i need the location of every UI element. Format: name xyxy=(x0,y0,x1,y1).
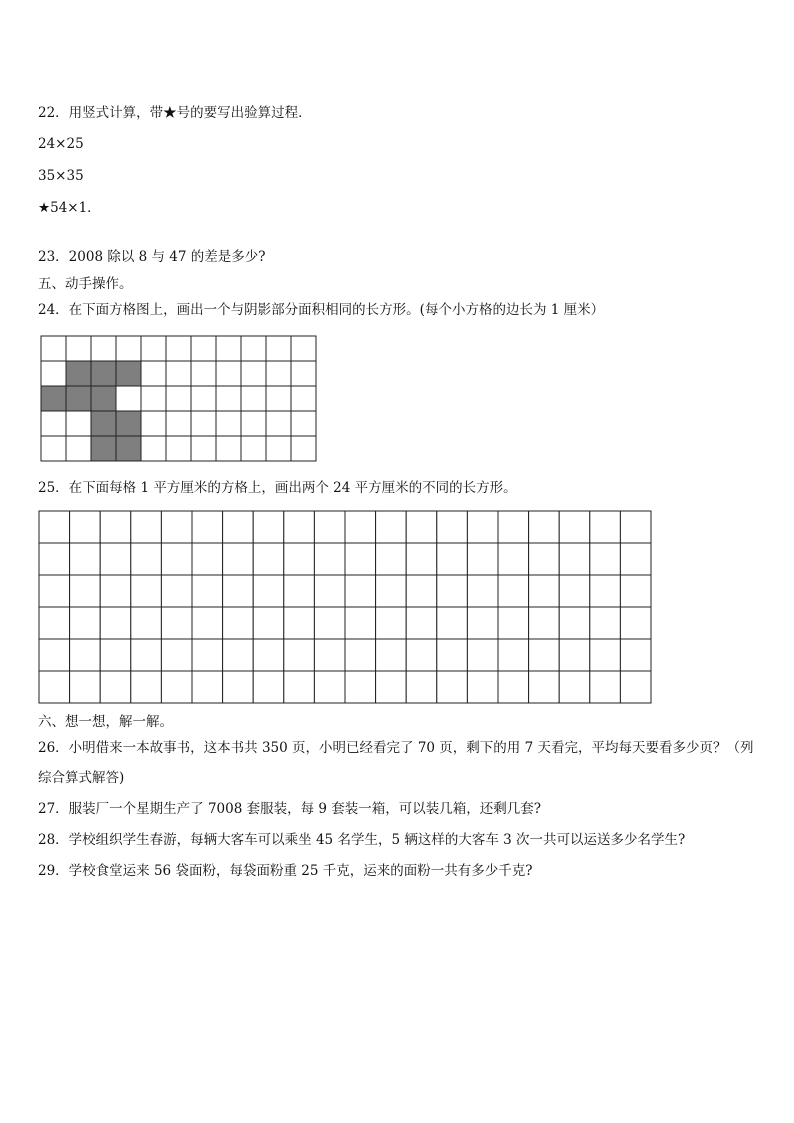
grid-24-cell[interactable] xyxy=(91,336,116,361)
grid-25-cell[interactable] xyxy=(192,511,223,543)
grid-24-cell[interactable] xyxy=(141,361,166,386)
grid-25-cell[interactable] xyxy=(498,511,529,543)
grid-25-cell[interactable] xyxy=(590,575,621,607)
grid-24-cell[interactable] xyxy=(191,436,216,461)
grid-25-cell[interactable] xyxy=(39,607,70,639)
grid-25-cell[interactable] xyxy=(314,543,345,575)
grid-25-cell[interactable] xyxy=(345,671,376,703)
grid-24-cell[interactable] xyxy=(266,386,291,411)
grid-24-cell[interactable] xyxy=(291,411,316,436)
grid-25-cell[interactable] xyxy=(559,639,590,671)
grid-25-cell[interactable] xyxy=(437,511,468,543)
grid-25-cell[interactable] xyxy=(345,511,376,543)
grid-24-cell[interactable] xyxy=(41,411,66,436)
grid-25-cell[interactable] xyxy=(314,639,345,671)
question-26-title-line2: 综合算式解答) xyxy=(38,770,125,786)
grid-25-cell[interactable] xyxy=(192,575,223,607)
grid-24-cell[interactable] xyxy=(216,411,241,436)
question-22-item-1: 24×25 xyxy=(38,136,84,152)
grid-25-cell[interactable] xyxy=(161,671,192,703)
grid-25-cell[interactable] xyxy=(161,575,192,607)
grid-24-cell[interactable] xyxy=(66,436,91,461)
grid-25-cell[interactable] xyxy=(620,511,651,543)
grid-25-cell[interactable] xyxy=(253,543,284,575)
question-28-title: 28．学校组织学生春游，每辆大客车可以乘坐 45 名学生，5 辆这样的大客车 3 次一共可以运送多少名学生? xyxy=(38,832,686,848)
grid-25-cell[interactable] xyxy=(70,639,101,671)
grid-24-cell[interactable] xyxy=(241,336,266,361)
grid-25-cell[interactable] xyxy=(39,639,70,671)
grid-25-cell[interactable] xyxy=(498,543,529,575)
grid-25-cell[interactable] xyxy=(314,607,345,639)
grid-25-cell[interactable] xyxy=(498,671,529,703)
grid-24-cell[interactable] xyxy=(291,336,316,361)
grid-25-cell[interactable] xyxy=(529,543,560,575)
grid-24-cell[interactable] xyxy=(141,436,166,461)
grid-25-cell[interactable] xyxy=(70,511,101,543)
grid-25-cell[interactable] xyxy=(467,607,498,639)
grid-25-cell[interactable] xyxy=(437,607,468,639)
grid-24-shaded-cell[interactable] xyxy=(91,411,116,436)
grid-25-cell[interactable] xyxy=(161,639,192,671)
grid-25-cell[interactable] xyxy=(590,511,621,543)
grid-25-cell[interactable] xyxy=(620,575,651,607)
grid-24-cell[interactable] xyxy=(241,361,266,386)
grid-25-cell[interactable] xyxy=(559,543,590,575)
question-22-title: 22．用竖式计算，带★号的要写出验算过程． xyxy=(38,105,312,121)
grid-24-cell[interactable] xyxy=(66,411,91,436)
grid-24-shaded-cell[interactable] xyxy=(91,361,116,386)
grid-25-cell[interactable] xyxy=(314,575,345,607)
grid-25-cell[interactable] xyxy=(70,607,101,639)
grid-25-cell[interactable] xyxy=(620,671,651,703)
grid-25-cell[interactable] xyxy=(192,671,223,703)
question-22-item-2: 35×35 xyxy=(38,168,84,184)
question-25-title: 25．在下面每格 1 平方厘米的方格上，画出两个 24 平方厘米的不同的长方形。 xyxy=(38,480,517,496)
grid-25-cell[interactable] xyxy=(529,671,560,703)
question-24-title: 24．在下面方格图上，画出一个与阴影部分面积相同的长方形。(每个小方格的边长为 1 厘米） xyxy=(38,302,605,318)
grid-24-cell[interactable] xyxy=(241,386,266,411)
grid-25-cell[interactable] xyxy=(192,607,223,639)
question-22-item-3: ★54×1． xyxy=(38,200,101,216)
grid-25-cell[interactable] xyxy=(253,575,284,607)
grid-25-cell[interactable] xyxy=(131,607,162,639)
grid-24-cell[interactable] xyxy=(191,411,216,436)
grid-24-shaded-cell[interactable] xyxy=(91,436,116,461)
grid-24-cell[interactable] xyxy=(66,336,91,361)
grid-25-cell[interactable] xyxy=(161,543,192,575)
grid-25-cell[interactable] xyxy=(100,639,131,671)
grid-25-cell[interactable] xyxy=(406,607,437,639)
grid-25-cell[interactable] xyxy=(39,671,70,703)
grid-25-cell[interactable] xyxy=(223,639,254,671)
grid-24-cell[interactable] xyxy=(141,386,166,411)
grid-24-cell[interactable] xyxy=(41,436,66,461)
grid-24-cell[interactable] xyxy=(141,336,166,361)
grid-25-cell[interactable] xyxy=(253,607,284,639)
grid-25-cell[interactable] xyxy=(437,671,468,703)
grid-25-cell[interactable] xyxy=(284,639,315,671)
grid-24-shaded-cell[interactable] xyxy=(41,386,66,411)
grid-24-cell[interactable] xyxy=(241,436,266,461)
grid-24-cell[interactable] xyxy=(216,361,241,386)
grid-25-cell[interactable] xyxy=(559,511,590,543)
grid-25-cell[interactable] xyxy=(70,671,101,703)
grid-24-cell[interactable] xyxy=(116,386,141,411)
grid-25-cell[interactable] xyxy=(406,639,437,671)
grid-25-cell[interactable] xyxy=(467,511,498,543)
grid-25-cell[interactable] xyxy=(376,543,407,575)
grid-25-cell[interactable] xyxy=(590,607,621,639)
grid-25-cell[interactable] xyxy=(284,575,315,607)
grid-24-cell[interactable] xyxy=(41,361,66,386)
grid-25-cell[interactable] xyxy=(253,671,284,703)
grid-25-cell[interactable] xyxy=(39,543,70,575)
grid-25-cell[interactable] xyxy=(100,511,131,543)
section-6-heading: 六、想一想，解一解。 xyxy=(38,714,173,730)
grid-24-shaded-cell[interactable] xyxy=(116,411,141,436)
grid-25-cell[interactable] xyxy=(314,671,345,703)
grid-25-cell[interactable] xyxy=(223,607,254,639)
grid-24-cell[interactable] xyxy=(191,386,216,411)
grid-25-cell[interactable] xyxy=(406,543,437,575)
grid-25-cell[interactable] xyxy=(345,575,376,607)
grid-25-cell[interactable] xyxy=(253,511,284,543)
grid-25-cell[interactable] xyxy=(345,543,376,575)
grid-24-cell[interactable] xyxy=(191,361,216,386)
grid-25-cell[interactable] xyxy=(70,543,101,575)
grid-25-cell[interactable] xyxy=(284,543,315,575)
grid-24-cell[interactable] xyxy=(191,336,216,361)
grid-24-cell[interactable] xyxy=(166,386,191,411)
grid-25-cell[interactable] xyxy=(559,671,590,703)
grid-25-cell[interactable] xyxy=(406,575,437,607)
grid-25-cell[interactable] xyxy=(100,543,131,575)
grid-25-cell[interactable] xyxy=(223,511,254,543)
grid-24-cell[interactable] xyxy=(291,386,316,411)
question-29-title: 29．学校食堂运来 56 袋面粉，每袋面粉重 25 千克，运来的面粉一共有多少千克? xyxy=(38,863,533,879)
grid-25-cell[interactable] xyxy=(529,607,560,639)
grid-24-cell[interactable] xyxy=(266,336,291,361)
grid-25-cell[interactable] xyxy=(100,607,131,639)
grid-24-cell[interactable] xyxy=(166,336,191,361)
grid-25-cell[interactable] xyxy=(559,607,590,639)
grid-24-cell[interactable] xyxy=(141,411,166,436)
grid-24-cell[interactable] xyxy=(241,411,266,436)
grid-25-cell[interactable] xyxy=(590,639,621,671)
grid-25-cell[interactable] xyxy=(161,607,192,639)
grid-25-cell[interactable] xyxy=(284,671,315,703)
grid-25-cell[interactable] xyxy=(131,511,162,543)
grid-25-cell[interactable] xyxy=(131,639,162,671)
grid-25-cell[interactable] xyxy=(437,575,468,607)
grid-25-cell[interactable] xyxy=(376,607,407,639)
grid-24-cell[interactable] xyxy=(41,336,66,361)
grid-25-cell[interactable] xyxy=(223,671,254,703)
grid-24-cell[interactable] xyxy=(291,436,316,461)
grid-25-cell[interactable] xyxy=(70,575,101,607)
grid-25-cell[interactable] xyxy=(376,671,407,703)
grid-25-cell[interactable] xyxy=(314,511,345,543)
grid-25-cell[interactable] xyxy=(192,639,223,671)
drawing-grid[interactable] xyxy=(38,510,654,704)
grid-25-cell[interactable] xyxy=(284,511,315,543)
grid-25-cell[interactable] xyxy=(223,543,254,575)
question-26-title-line1: 26．小明借来一本故事书，这本书共 350 页，小明已经看完了 70 页，剩下的用 7 天看完，平均每天要看多少页？（列 xyxy=(38,740,754,756)
grid-25-cell[interactable] xyxy=(223,575,254,607)
grid-24-cell[interactable] xyxy=(216,386,241,411)
grid-24-cell[interactable] xyxy=(266,436,291,461)
grid-25-cell[interactable] xyxy=(406,511,437,543)
grid-25-cell[interactable] xyxy=(529,511,560,543)
grid-24-shaded-cell[interactable] xyxy=(116,436,141,461)
grid-25-cell[interactable] xyxy=(467,575,498,607)
grid-25-cell[interactable] xyxy=(131,543,162,575)
grid-25-cell[interactable] xyxy=(131,671,162,703)
grid-25-cell[interactable] xyxy=(253,639,284,671)
grid-25-cell[interactable] xyxy=(100,575,131,607)
grid-24-cell[interactable] xyxy=(291,361,316,386)
question-27-title: 27．服装厂一个星期生产了 7008 套服装，每 9 套装一箱，可以装几箱，还剩几套? xyxy=(38,801,542,817)
section-5-heading: 五、动手操作。 xyxy=(38,276,133,292)
grid-24-cell[interactable] xyxy=(166,361,191,386)
grid-24-cell[interactable] xyxy=(166,411,191,436)
grid-25-cell[interactable] xyxy=(376,639,407,671)
grid-25-cell[interactable] xyxy=(437,543,468,575)
grid-24-shaded-cell[interactable] xyxy=(116,361,141,386)
grid-25-cell[interactable] xyxy=(345,607,376,639)
grid-25-cell[interactable] xyxy=(529,575,560,607)
grid-25-cell[interactable] xyxy=(376,575,407,607)
grid-25-cell[interactable] xyxy=(39,511,70,543)
grid-25-cell[interactable] xyxy=(498,607,529,639)
grid-25-cell[interactable] xyxy=(467,543,498,575)
shaded-shape-grid[interactable] xyxy=(40,335,320,465)
grid-25-cell[interactable] xyxy=(590,671,621,703)
grid-25-cell[interactable] xyxy=(100,671,131,703)
grid-24-cell[interactable] xyxy=(266,411,291,436)
grid-25-cell[interactable] xyxy=(284,607,315,639)
grid-25-cell[interactable] xyxy=(467,671,498,703)
grid-25-cell[interactable] xyxy=(620,607,651,639)
grid-25-cell[interactable] xyxy=(161,511,192,543)
grid-24-cell[interactable] xyxy=(216,336,241,361)
grid-24-cell[interactable] xyxy=(216,436,241,461)
grid-25-cell[interactable] xyxy=(376,511,407,543)
grid-25-cell[interactable] xyxy=(345,639,376,671)
grid-25-cell[interactable] xyxy=(529,639,560,671)
question-23-title: 23．2008 除以 8 与 47 的差是多少? xyxy=(38,249,266,265)
grid-24-cell[interactable] xyxy=(266,361,291,386)
grid-25-cell[interactable] xyxy=(498,639,529,671)
grid-25-cell[interactable] xyxy=(620,543,651,575)
grid-25-cell[interactable] xyxy=(437,639,468,671)
grid-25-cell[interactable] xyxy=(498,575,529,607)
grid-25-cell[interactable] xyxy=(590,543,621,575)
grid-24-shaded-cell[interactable] xyxy=(91,386,116,411)
grid-25-cell[interactable] xyxy=(131,575,162,607)
grid-24-shaded-cell[interactable] xyxy=(66,361,91,386)
grid-25-cell[interactable] xyxy=(39,575,70,607)
grid-25-cell[interactable] xyxy=(406,671,437,703)
grid-24-cell[interactable] xyxy=(166,436,191,461)
grid-25-cell[interactable] xyxy=(620,639,651,671)
grid-25-cell[interactable] xyxy=(192,543,223,575)
grid-25-cell[interactable] xyxy=(559,575,590,607)
grid-24-cell[interactable] xyxy=(116,336,141,361)
grid-24-shaded-cell[interactable] xyxy=(66,386,91,411)
grid-25-cell[interactable] xyxy=(467,639,498,671)
